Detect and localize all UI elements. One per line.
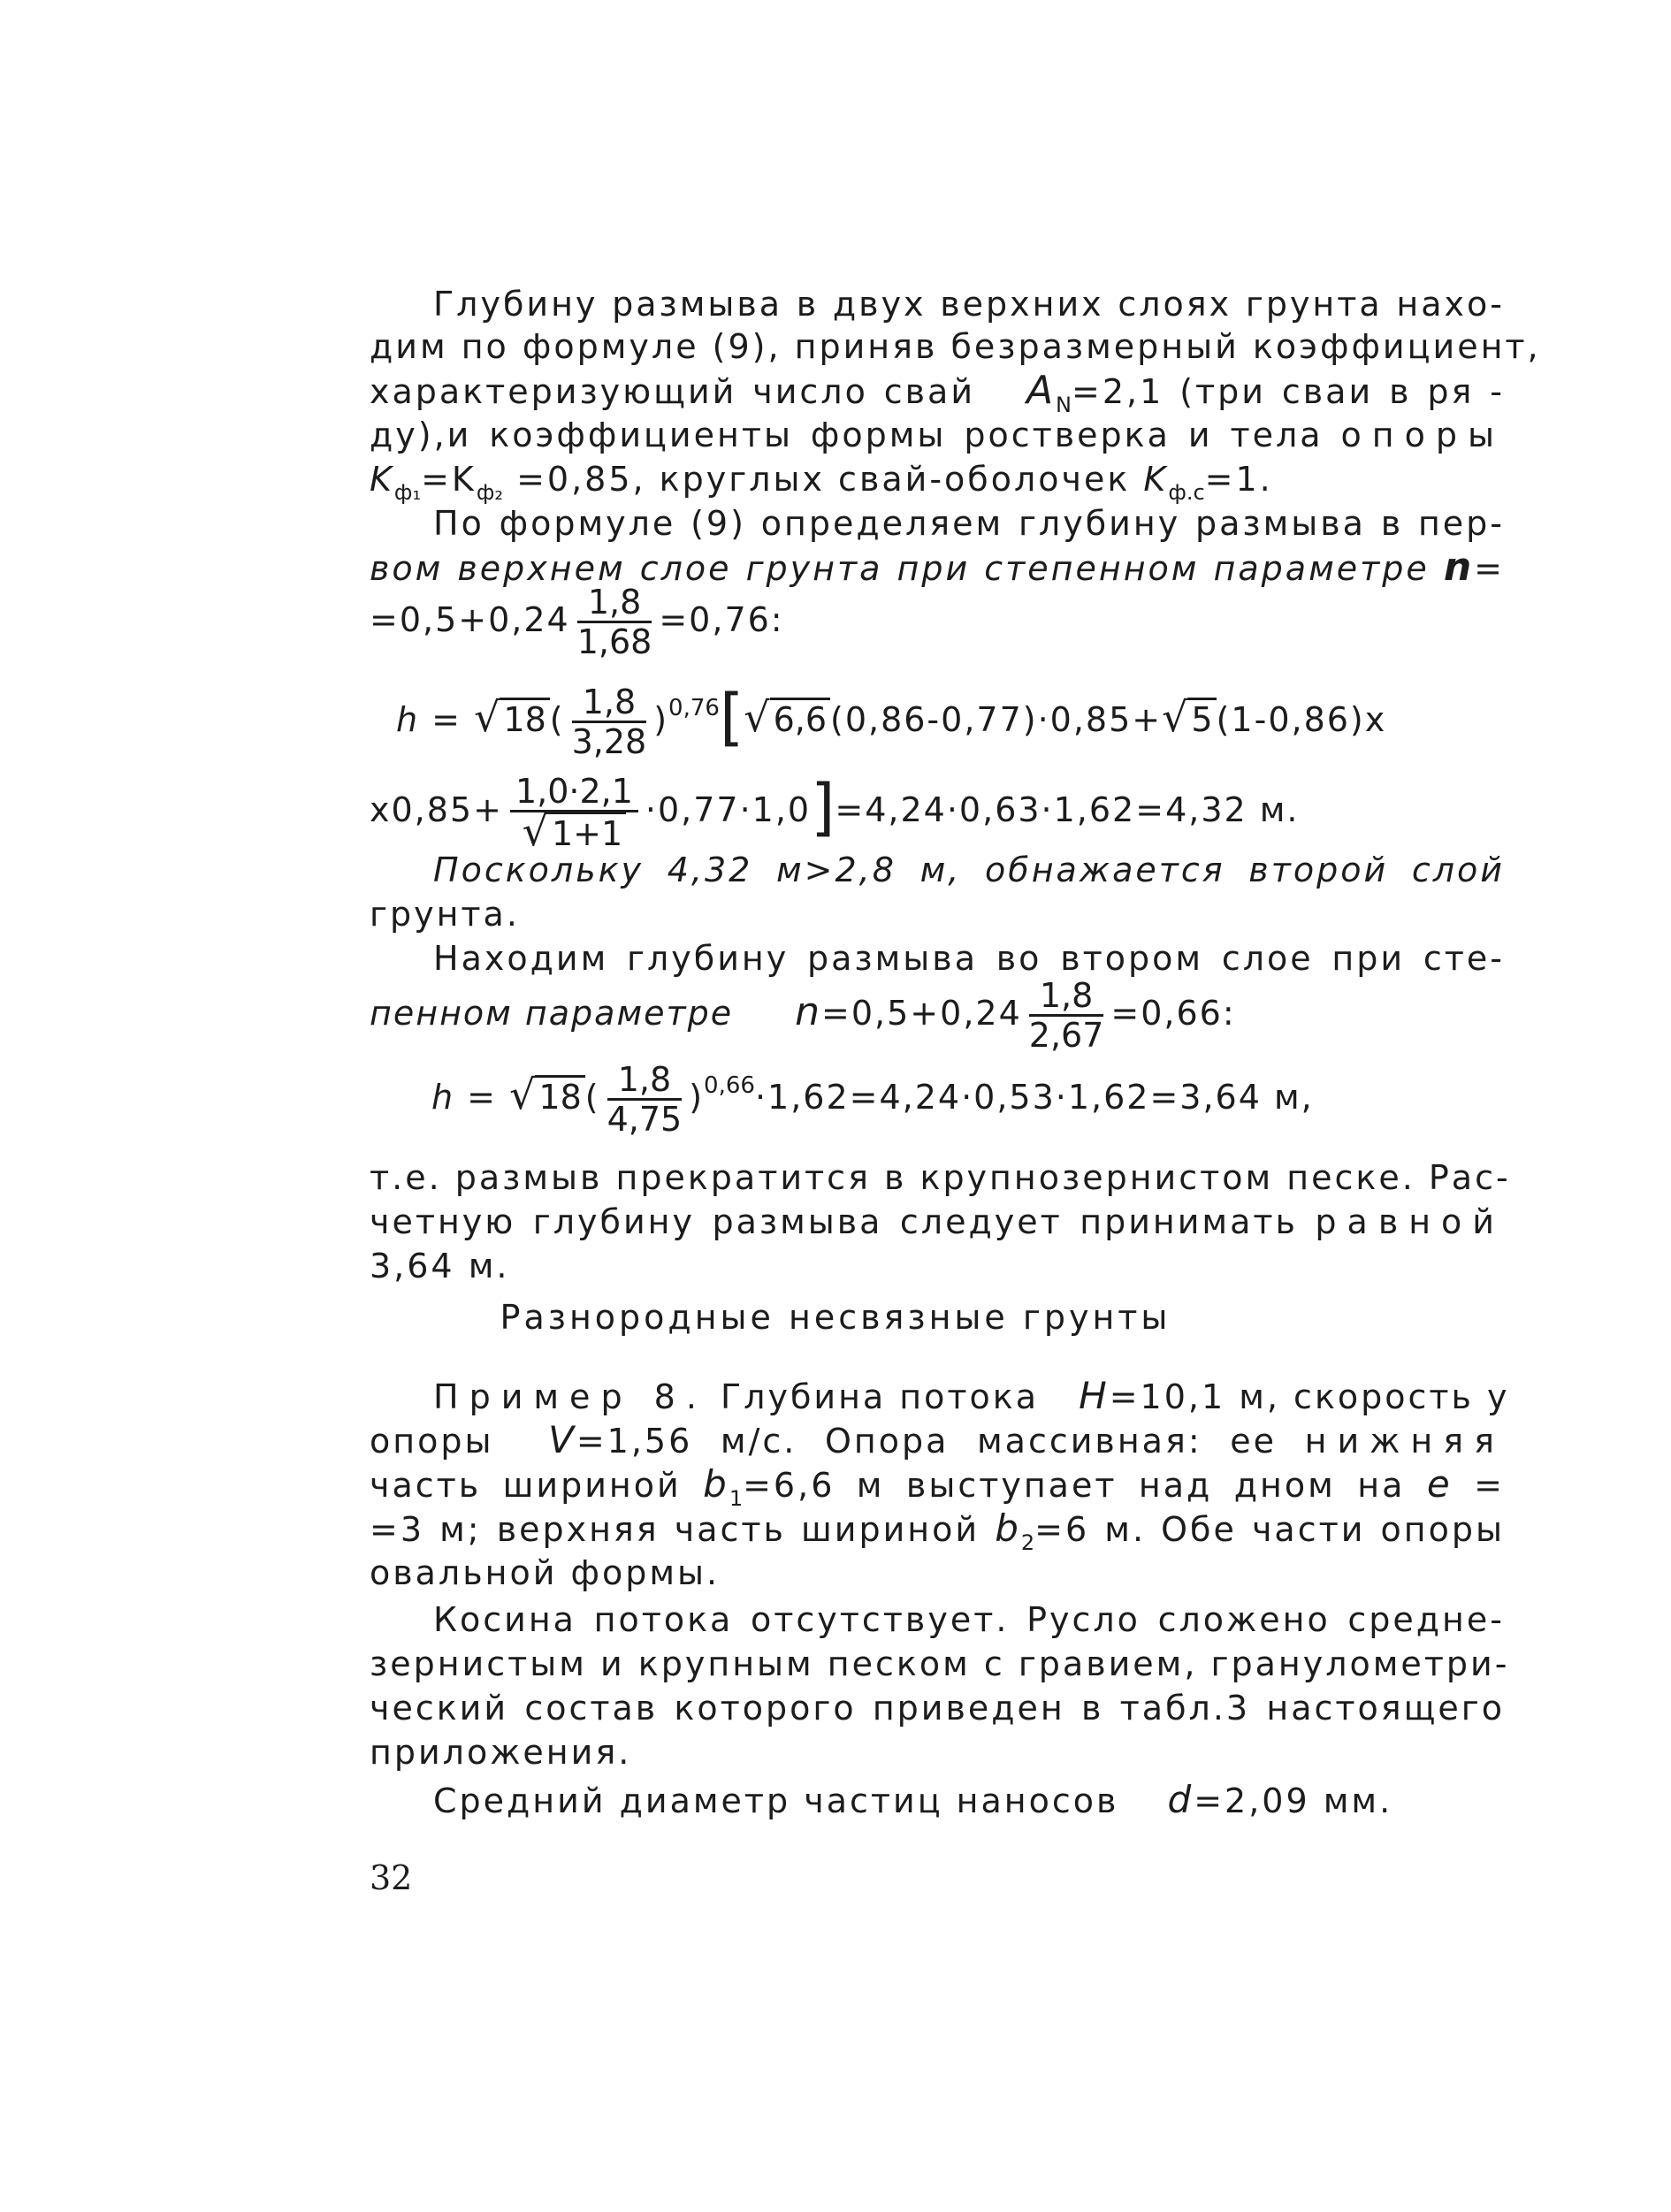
var-h: H (1079, 1374, 1110, 1417)
para1-line2: дим по формуле (9), приняв безразмерный коэффициент, (370, 327, 1541, 366)
para1-line3: характеризующий число свай $A_N=2,1$ (три сваи в ря - (370, 368, 1505, 417)
para6-line5: овальной формы. (370, 1553, 721, 1592)
sqrt-symbol: √ 18 (509, 1071, 585, 1118)
para4-line2: пенном параметре n=0,5+0,24 $\frac{1,8}{2,67}$ =0,66: (370, 976, 1236, 1055)
para2-line3: =0,5+0,24 $\frac{1,8}{1,68}$ =0,76: (370, 583, 784, 661)
fraction: $\frac{1,8}{2,67}$ (1028, 976, 1104, 1055)
para3-line1: Поскольку 4,32 м>2,8 м, обнажается второй слой (433, 850, 1505, 889)
para7-line2: зернистым и крупным песком с гравием, гранулометри- (370, 1644, 1510, 1683)
formula1-line2: x0,85+ $\frac{1,0\cdot 2,1}{√ 1+1}$ ·0,77·1,0]=4,24·0,63·1,62=4,32 м. (370, 771, 1300, 855)
para5-line2: четную глубину размыва следует принимать равной (370, 1202, 1505, 1241)
para2-line2: вом верхнем слое грунта при степенном параметре n= (370, 545, 1505, 590)
var-k: K (370, 460, 394, 499)
para8-line1: Средний диаметр частиц наносов d=2,09 мм. (433, 1778, 1393, 1821)
fraction: $\frac{1,8}{3,28}$ (571, 683, 647, 761)
para6-line1: Пример 8. Глубина потока H=10,1 м, скорость у (433, 1374, 1510, 1417)
para2-line1: По формуле (9) определяем глубину размыва в пер- (433, 504, 1505, 543)
para7-line4: приложения. (370, 1733, 632, 1772)
para3-line2: грунта. (370, 895, 520, 934)
var-k: K (1143, 460, 1169, 499)
para1-line4: ду),и коэффициенты формы ростверка и тела опоры (370, 416, 1505, 454)
sqrt-symbol: √ 6,6 (744, 693, 830, 741)
para5-line3: 3,64 м. (370, 1247, 510, 1285)
para6-line2: опоры V=1,56 м/с. Опора массивная: ее нижняя (370, 1418, 1505, 1461)
sqrt-symbol: √ 1+1 (523, 812, 627, 852)
para5-line1: т.е. размыв прекратится в крупнозернистом песке. Рас- (370, 1158, 1511, 1197)
fraction: $\frac{1,0\cdot 2,1}{√ 1+1}$ (510, 773, 638, 852)
var-e: e (1426, 1462, 1453, 1506)
section-heading: Разнородные несвязные грунты (500, 1298, 1171, 1337)
var-d: d (1167, 1778, 1194, 1821)
var-n: n (795, 989, 822, 1034)
para4-line1: Находим глубину размыва во втором слое при сте- (433, 939, 1505, 978)
var-a: A (1026, 368, 1057, 413)
sqrt-symbol: √ 5 (1162, 693, 1217, 741)
var-v: V (548, 1418, 576, 1461)
formula2: h = √ 18 ( $\frac{1,8}{4,75}$ )$^{0,66}$·1,62=4,24·0,53·1,62=3,64 м, (431, 1060, 1314, 1139)
para1-line5: $K_{ф_1}=K_{ф_2} =0,85$, круглых свай-оболочек $K_{ф.с}=1$. (370, 460, 1273, 505)
page-number: 32 (370, 1858, 413, 1897)
formula1-line1: h = √ 18 ( $\frac{1,8}{3,28}$ )$^{0,76}$[√ 6,6 (0,86-0,77)·0,85+√ 5 (1-0,86)x (396, 681, 1387, 761)
var-b: b (703, 1462, 729, 1506)
para6-line3: часть шириной $b_1=6,6$ м выступает над дном на e = (370, 1462, 1505, 1511)
sqrt-symbol: √ 18 (474, 693, 550, 741)
para1-line1: Глубину размыва в двух верхних слоях грунта нахо- (433, 285, 1505, 324)
fraction: $\frac{1,8}{1,68}$ (576, 583, 652, 661)
var-n: n (1443, 545, 1475, 590)
para7-line3: ческий состав которого приведен в табл.3 настоящего (370, 1689, 1505, 1728)
fraction: $\frac{1,8}{4,75}$ (607, 1060, 683, 1139)
para6-line4: =3 м; верхняя часть шириной $b_2=6$ м. Обе части опоры (370, 1506, 1505, 1555)
para7-line1: Косина потока отсутствует. Русло сложено средне- (433, 1600, 1505, 1639)
var-b: b (995, 1506, 1021, 1550)
